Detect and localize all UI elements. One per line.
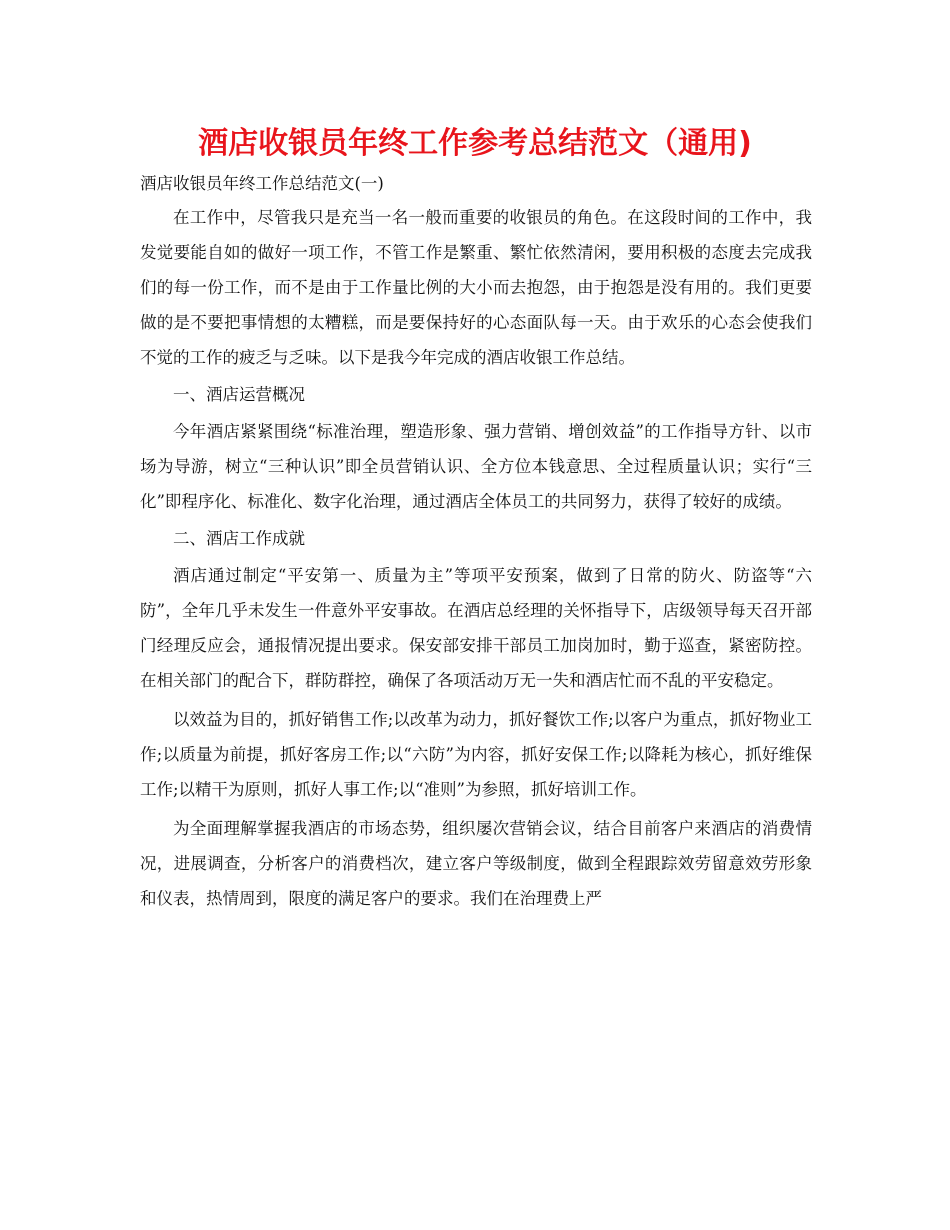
overview-paragraph: 今年酒店紧紧围绕“标准治理，塑造形象、强力营销、增创效益”的工作指导方针、以市场为导游，树立“三种认识”即全员营销认识、全方位本钱意思、全过程质量认识；实行“三化”即程序化、标准化、数字化治理，通过酒店全体员工的共同努力，获得了较好的成绩。 <box>140 422 812 511</box>
intro-paragraph: 在工作中，尽管我只是充当一名一般而重要的收银员的角色。在这段时间的工作中，我发觉要能自如的做好一项工作，不管工作是繁重、繁忙依然清闲，要用积极的态度去完成我们的每一份工作，而不是由于工作量比例的大小而去抱怨，由于抱怨是没有用的。我们更要做的是不要把事情想的太糟糕，而是要保持好的心态面队每一天。由于欢乐的心态会使我们不觉的工作的疲乏与乏味。以下是我今年完成的酒店收银工作总结。 <box>140 208 812 367</box>
document-subtitle: 酒店收银员年终工作总结范文(一) <box>140 174 384 193</box>
document-body <box>140 168 812 916</box>
management-paragraph: 以效益为目的，抓好销售工作;以改革为动力，抓好餐饮工作;以客户为重点，抓好物业工作;以质量为前提，抓好客房工作;以“六防”为内容，抓好安保工作;以降耗为核心，抓好维保工作;以精干为原则，抓好人事工作;以“准则”为参照，抓好培训工作。 <box>140 710 812 799</box>
section-heading-achievements: 二、酒店工作成就 <box>173 529 305 548</box>
marketing-paragraph: 为全面理解掌握我酒店的市场态势，组织屡次营销会议，结合目前客户来酒店的消费情况，进展调查，分析客户的消费档次，建立客户等级制度，做到全程跟踪效劳留意效劳形象和仪表，热情周到，限度的满足客户的要求。我们在治理费上严 <box>140 819 812 908</box>
security-paragraph: 酒店通过制定“平安第一、质量为主”等项平安预案，做到了日常的防火、防盗等“六防”，全年几乎未发生一件意外平安事故。在酒店总经理的关怀指导下，店级领导每天召开部门经理反应会，通报情况提出要求。保安部安排干部员工加岗加时，勤于巡查，紧密防控。在相关部门的配合下，群防群控，确保了各项活动万无一失和酒店忙而不乱的平安稳定。 <box>140 566 812 690</box>
section-heading-overview: 一、酒店运营概况 <box>173 385 305 404</box>
document-title: 酒店收银员年终工作参考总结范文（通用) <box>198 126 752 161</box>
